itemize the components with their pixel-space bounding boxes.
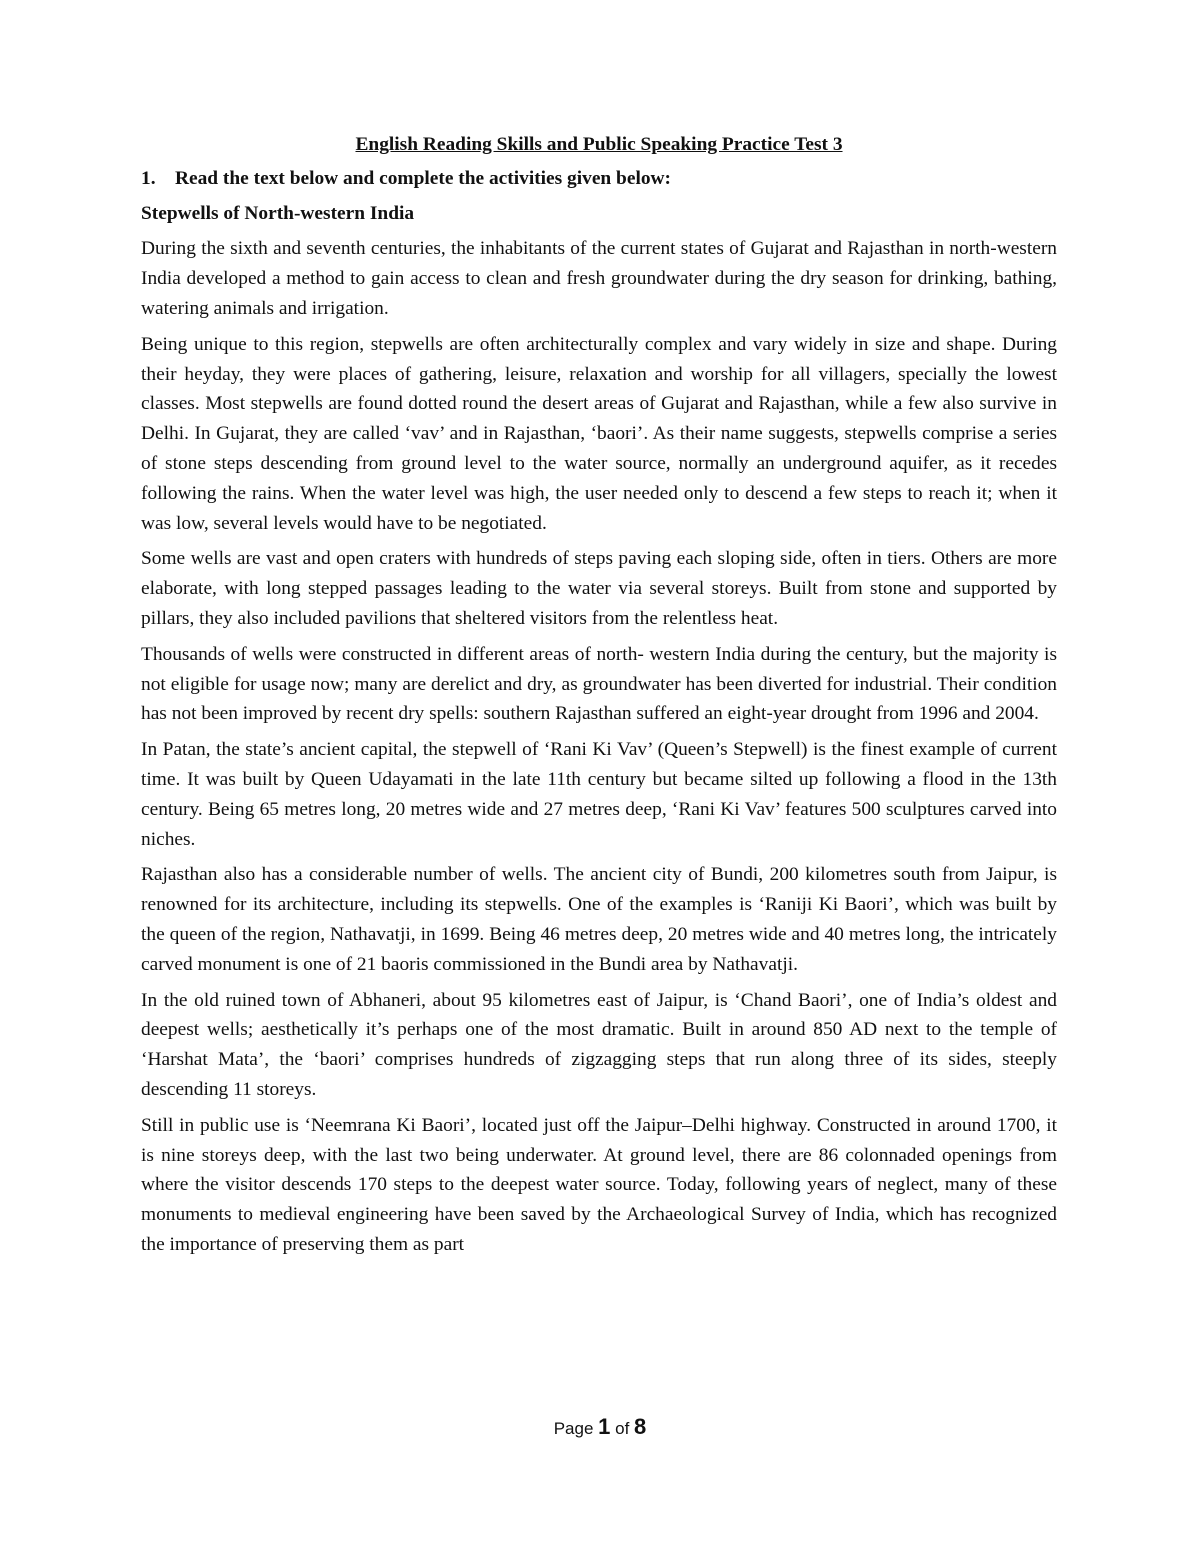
paragraph: In the old ruined town of Abhaneri, about 95 kilometres east of Jaipur, is ‘Chand Baori’, one of India’s oldest and deepest wells; aesthetically it’s perhaps one of the most dramatic. Built in around 850 AD next to the temple of ‘Harshat Mata’, the ‘baori’ comprises hundreds of zigzagging steps that run along three of its sides, steeply descending 11 storeys. [141,989,1057,1100]
paragraph: Rajasthan also has a considerable number of wells. The ancient city of Bundi, 200 kilometres south from Jaipur, is renowned for its architecture, including its stepwells. One of the examples is ‘Raniji Ki Baori’, which was built by the queen of the region, Nathavatji, in 1699. Being 46 metres deep, 20 metres wide and 40 metres long, the intricately carved monument is one of 21 baoris commissioned in the Bundi area by Nathavatji. [141,864,1057,975]
page-content [141,130,1057,1266]
question-number: 1. [141,167,156,189]
question-text: Read the text below and complete the activities given below: [175,167,671,189]
total-pages: 8 [634,1414,647,1439]
page-number: 1 [598,1414,611,1439]
paragraph: In Patan, the state’s ancient capital, the stepwell of ‘Rani Ki Vav’ (Queen’s Stepwell) is the finest example of current time. It was built by Queen Udayamati in the late 11th century but became silted up following a flood in the 13th century. Being 65 metres long, 20 metres wide and 27 metres deep, ‘Rani Ki Vav’ features 500 sculptures carved into niches. [141,739,1057,850]
passage-heading: Stepwells of North-western India [141,202,415,224]
of-word: of [615,1419,630,1438]
paragraph: Some wells are vast and open craters with hundreds of steps paving each sloping side, often in tiers. Others are more elaborate, with long stepped passages leading to the water via several storeys. Built from stone and supported by pillars, they also included pavilions that sheltered visitors from the relentless heat. [141,548,1057,629]
paragraph: During the sixth and seventh centuries, the inhabitants of the current states of Gujarat and Rajasthan in north-western India developed a method to gain access to clean and fresh groundwater during the dry season for drinking, bathing, watering animals and irrigation. [141,238,1057,319]
document-title: English Reading Skills and Public Speaking Practice Test 3 [355,134,843,155]
page-footer [0,1414,1200,1440]
paragraph: Being unique to this region, stepwells are often architecturally complex and vary widely in size and shape. During their heyday, they were places of gathering, leisure, relaxation and worship for all villagers, specially the lowest classes. Most stepwells are found dotted round the desert areas of Gujarat and Rajasthan, while a few also survive in Delhi. In Gujarat, they are called ‘vav’ and in Rajasthan, ‘baori’. As their name suggests, stepwells comprise a series of stone steps descending from ground level to the water source, normally an underground aquifer, as it recedes following the rains. When the water level was high, the user needed only to descend a few steps to reach it; when it was low, several levels would have to be negotiated. [141,333,1057,534]
paragraph: Still in public use is ‘Neemrana Ki Baori’, located just off the Jaipur–Delhi highway. Constructed in around 1700, it is nine storeys deep, with the last two being underwater. At ground level, there are 86 colonnaded openings from where the visitor descends 170 steps to the deepest water source. Today, following years of neglect, many of these monuments to medieval engineering have been saved by the Archaeological Survey of India, which has recognized the importance of preserving them as part [141,1114,1057,1255]
page-word: Page [553,1419,594,1438]
paragraph: Thousands of wells were constructed in different areas of north- western India during the century, but the majority is not eligible for usage now; many are derelict and dry, as groundwater has been diverted for industrial. Their condition has not been improved by recent dry spells: southern Rajasthan suffered an eight-year drought from 1996 and 2004. [141,643,1057,725]
question-prompt [141,164,1057,194]
